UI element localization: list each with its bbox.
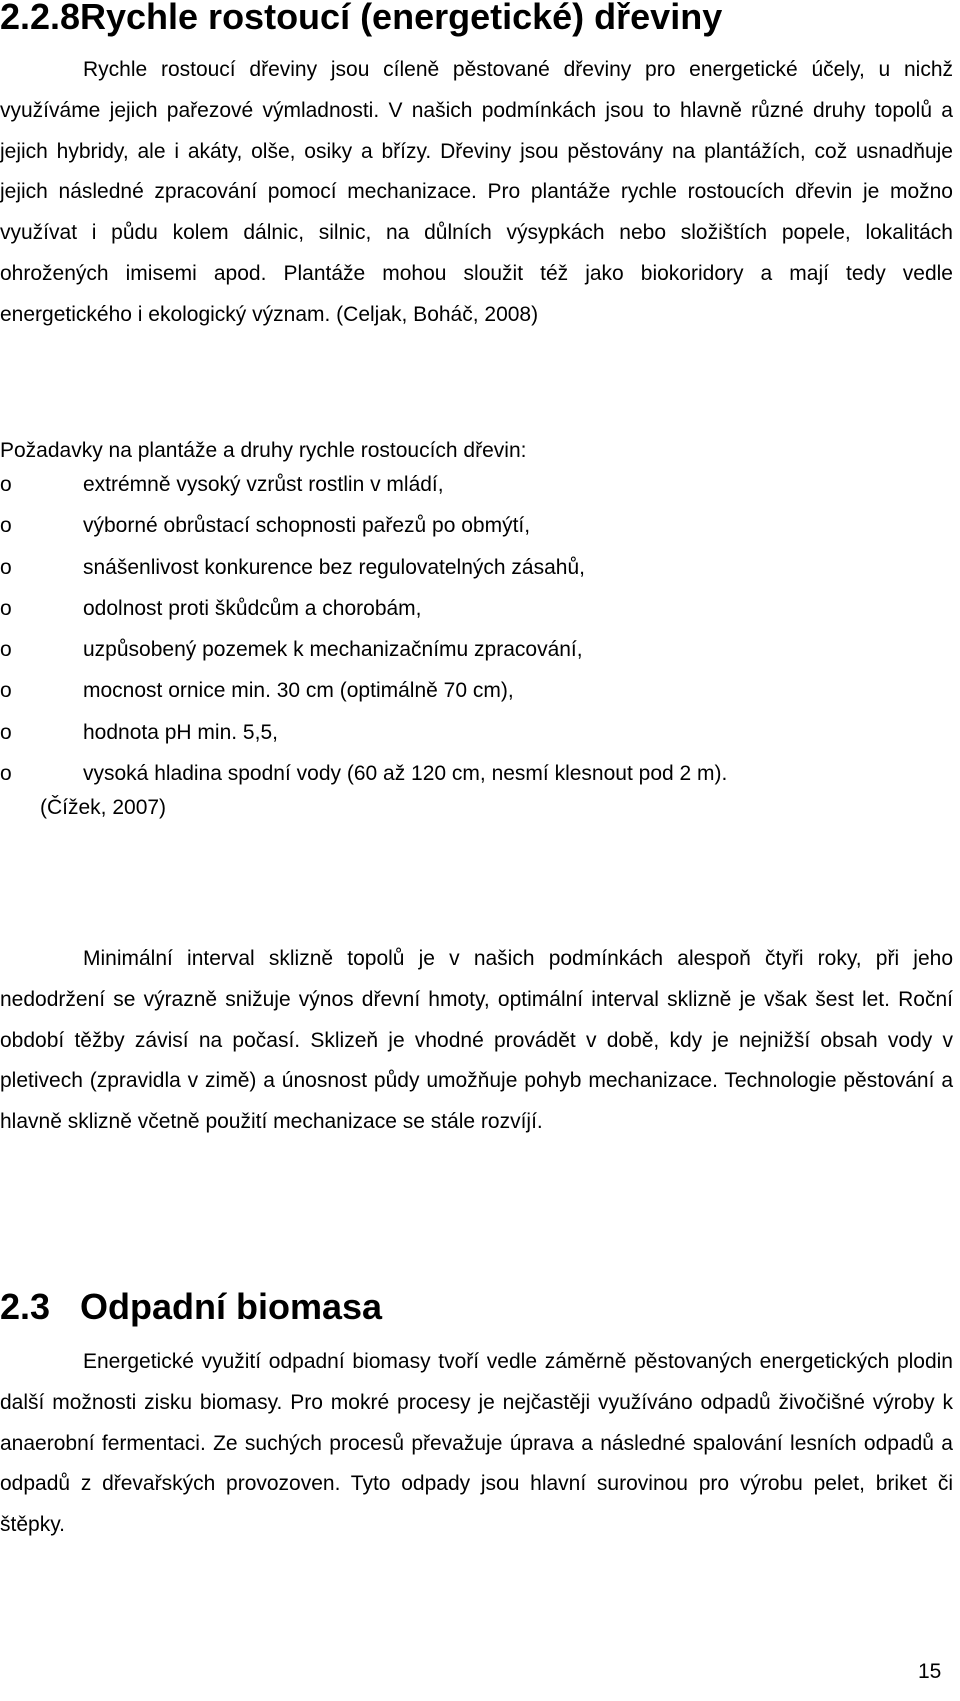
bullet-icon: o <box>0 720 12 744</box>
requirements-intro: Požadavky na plantáže a druhy rychle rostoucích dřevin: <box>0 439 527 462</box>
bullet-icon: o <box>0 762 12 786</box>
harvest-paragraph: Minimální interval sklizně topolů je v našich podmínkách alespoň čtyři roky, při jeho nedodržení se výrazně snižuje výnos dřevní hmoty, optimální interval sklizně je však šest let. Roční období těžby závisí na počasí. Sklizeň je vhodné provádět v době, kdy je nejnižší obsah vody v pletivech (zpravidla v zimě) a únosnost půdy umožňuje pohyb mechanizace. Technologie pěstování a hlavně sklizně včetně použití mechanizace se stále rozvíjí. <box>0 947 953 1134</box>
section-number: 2.2.8 <box>0 0 81 37</box>
list-item-text: odolnost proti škůdcům a chorobám, <box>83 596 422 620</box>
bullet-icon: o <box>0 514 12 538</box>
requirements-list <box>0 464 953 794</box>
section-number: 2.3 <box>0 1286 51 1327</box>
section-heading-2-2-8 <box>0 0 722 37</box>
list-item-text: mocnost ornice min. 30 cm (optimálně 70 cm), <box>83 679 514 703</box>
list-item <box>0 547 953 588</box>
bullet-icon: o <box>0 596 12 620</box>
requirements-source: (Čížek, 2007) <box>40 796 167 819</box>
bullet-icon: o <box>0 679 12 703</box>
page-number: 15 <box>918 1660 942 1683</box>
bullet-icon: o <box>0 555 12 579</box>
section-title: Rychle rostoucí (energetické) dřeviny <box>80 0 723 37</box>
list-item-text: extrémně vysoký vzrůst rostlin v mládí, <box>83 473 444 496</box>
section-title: Odpadní biomasa <box>80 1286 383 1327</box>
list-item-text: snášenlivost konkurence bez regulovatelných zásahů, <box>83 555 585 579</box>
list-item <box>0 505 953 546</box>
list-item <box>0 712 953 753</box>
bullet-icon: o <box>0 473 12 496</box>
list-item <box>0 464 953 505</box>
list-item-text: vysoká hladina spodní vody (60 až 120 cm, nesmí klesnout pod 2 m). <box>83 762 728 786</box>
bullet-icon: o <box>0 638 12 662</box>
intro-paragraph: Rychle rostoucí dřeviny jsou cíleně pěstované dřeviny pro energetické účely, u nichž využíváme jejich pařezové výmladnosti. V našich podmínkách jsou to hlavně různé druhy topolů a jejich hybridy, ale i akáty, olše, osiky a břízy. Dřeviny jsou pěstovány na plantážích, což usnadňuje jejich následné zpracování pomocí mechanizace. Pro plantáže rychle rostoucích dřevin je možno využívat i půdu kolem dálnic, silnic, na důlních výsypkách nebo složištích popele, lokalitách ohrožených imisemi apod. Plantáže mohou sloužit též jako biokoridory a mají tedy vedle energetického i ekologický význam. (Celjak, Boháč, 2008) <box>0 58 953 326</box>
list-item-text: hodnota pH min. 5,5, <box>83 720 278 744</box>
list-item <box>0 670 953 711</box>
section-heading-2-3 <box>0 1287 382 1327</box>
list-item-text: uzpůsobený pozemek k mechanizačnímu zpracování, <box>83 638 583 662</box>
list-item <box>0 629 953 670</box>
waste-biomass-paragraph: Energetické využití odpadní biomasy tvoří vedle záměrně pěstovaných energetických plodin další možnosti zisku biomasy. Pro mokré procesy je nejčastěji využíváno odpadů živočišné výroby k anaerobní fermentaci. Ze suchých procesů převažuje úprava a následné spalování lesních odpadů a odpadů z dřevařských provozoven. Tyto odpady jsou hlavní surovinou pro výrobu pelet, briket či štěpky. <box>0 1350 953 1537</box>
list-item-text: výborné obrůstací schopnosti pařezů po obmýtí, <box>83 514 531 538</box>
list-item <box>0 588 953 629</box>
